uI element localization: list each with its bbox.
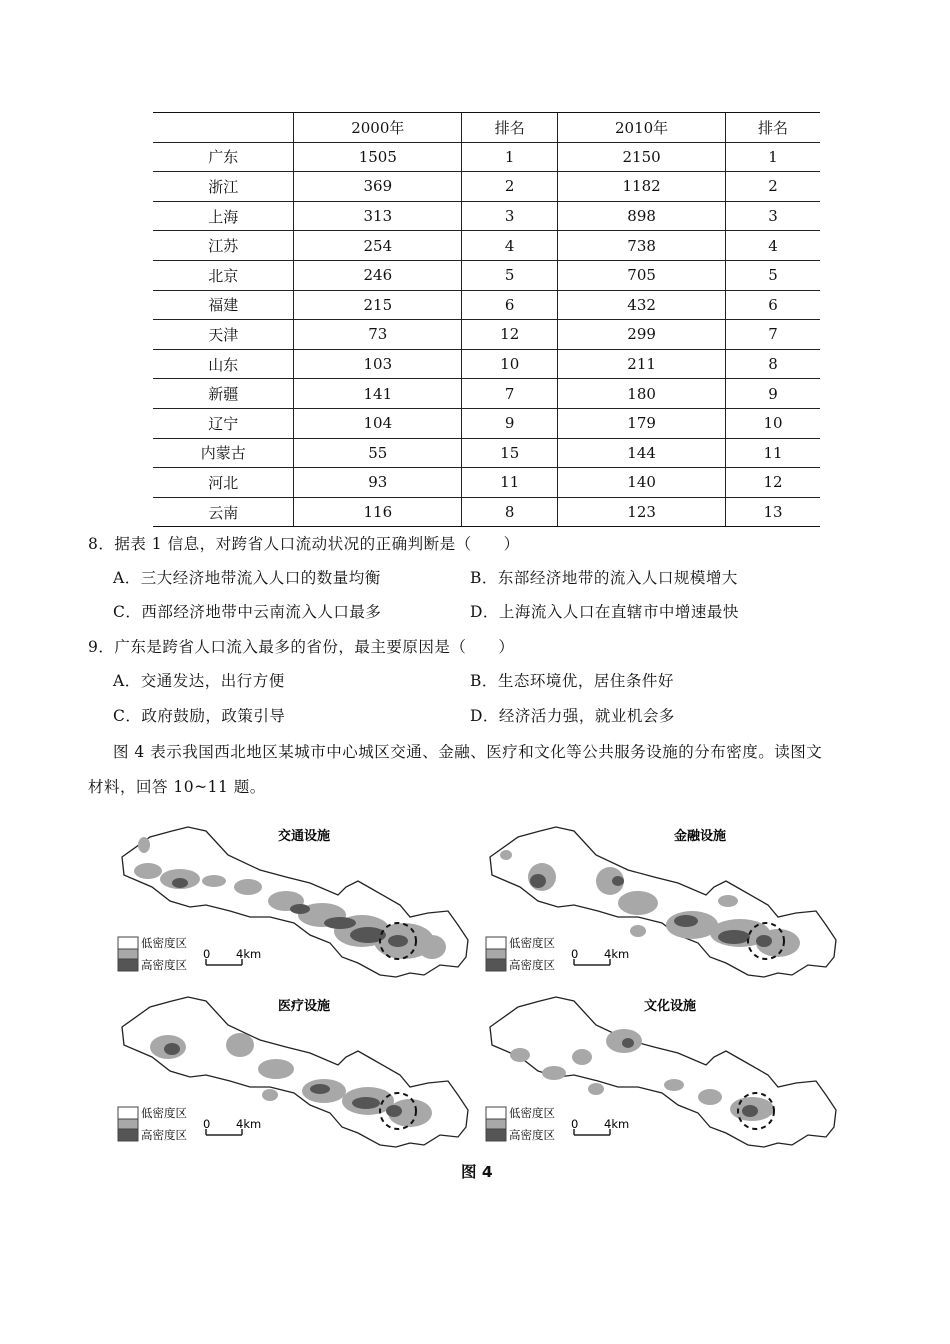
question-8-option-c: C．西部经济地带中云南流入人口最多 — [113, 603, 382, 621]
table-header-cell: 排名 — [725, 113, 820, 143]
table-cell: 141 — [294, 379, 462, 409]
table-cell: 山东 — [153, 349, 294, 379]
scale-length: 4km — [236, 947, 262, 961]
table-header-cell: 2000年 — [294, 113, 462, 143]
legend-low-label: 低密度区 — [141, 936, 187, 950]
table-cell: 8 — [725, 349, 820, 379]
table-cell: 9 — [725, 379, 820, 409]
table-cell: 15 — [462, 438, 558, 468]
table-row — [153, 408, 820, 438]
table-cell: 432 — [558, 290, 726, 320]
table-cell: 7 — [725, 320, 820, 350]
table-cell: 1182 — [558, 172, 726, 202]
map-culture — [486, 997, 836, 1147]
table-row — [153, 497, 820, 527]
table-cell: 江苏 — [153, 231, 294, 261]
table-cell: 5 — [462, 260, 558, 290]
table-cell: 738 — [558, 231, 726, 261]
table-cell: 93 — [294, 468, 462, 498]
legend-low-label: 低密度区 — [509, 936, 555, 950]
scale-zero: 0 — [203, 947, 211, 961]
table-cell: 1 — [725, 142, 820, 172]
table-cell: 4 — [725, 231, 820, 261]
table-cell: 辽宁 — [153, 408, 294, 438]
table-row — [153, 290, 820, 320]
intro-line-1: 图 4 表示我国西北地区某城市中心城区交通、金融、医疗和文化等公共服务设施的分布密度。读图文 — [113, 743, 823, 761]
table-cell: 3 — [725, 201, 820, 231]
table-cell: 2150 — [558, 142, 726, 172]
table-row — [153, 172, 820, 202]
table-cell: 211 — [558, 349, 726, 379]
table-cell: 天津 — [153, 320, 294, 350]
table-header-row — [153, 113, 820, 143]
table-cell: 103 — [294, 349, 462, 379]
table-cell: 215 — [294, 290, 462, 320]
table-header-cell: 2010年 — [558, 113, 726, 143]
table-header-cell: 排名 — [462, 113, 558, 143]
table-cell: 144 — [558, 438, 726, 468]
scale-zero: 0 — [203, 1117, 211, 1131]
legend-high-label: 高密度区 — [141, 958, 187, 972]
map-medical — [118, 997, 468, 1147]
table-cell: 上海 — [153, 201, 294, 231]
table-cell: 12 — [462, 320, 558, 350]
scale-length: 4km — [604, 947, 630, 961]
question-9-option-d: D．经济活力强，就业机会多 — [470, 707, 675, 725]
table-cell: 11 — [462, 468, 558, 498]
table-row — [153, 201, 820, 231]
table-row — [153, 260, 820, 290]
table-cell: 73 — [294, 320, 462, 350]
table-cell: 299 — [558, 320, 726, 350]
scale-length: 4km — [236, 1117, 262, 1131]
table-cell: 10 — [725, 408, 820, 438]
table-cell: 2 — [725, 172, 820, 202]
table-cell: 3 — [462, 201, 558, 231]
table-cell: 898 — [558, 201, 726, 231]
table-cell: 1 — [462, 142, 558, 172]
table-cell: 140 — [558, 468, 726, 498]
table-cell: 云南 — [153, 497, 294, 527]
table-cell: 9 — [462, 408, 558, 438]
table-row — [153, 379, 820, 409]
table-cell: 12 — [725, 468, 820, 498]
table-cell: 55 — [294, 438, 462, 468]
table-cell: 内蒙古 — [153, 438, 294, 468]
table-cell: 123 — [558, 497, 726, 527]
table-cell: 254 — [294, 231, 462, 261]
map-title-culture: 文化设施 — [644, 999, 697, 1014]
table-cell: 浙江 — [153, 172, 294, 202]
table-cell: 6 — [462, 290, 558, 320]
question-8-option-a: A．三大经济地带流入人口的数量均衡 — [113, 569, 381, 587]
table-cell: 705 — [558, 260, 726, 290]
table-cell: 313 — [294, 201, 462, 231]
table-cell: 1505 — [294, 142, 462, 172]
legend-high-label: 高密度区 — [509, 1128, 555, 1142]
table-cell: 11 — [725, 438, 820, 468]
table-header-cell — [153, 113, 294, 143]
legend-low-label: 低密度区 — [509, 1106, 555, 1120]
map-title-medical: 医疗设施 — [278, 999, 331, 1014]
table-cell: 6 — [725, 290, 820, 320]
figure-caption: 图 4 — [461, 1163, 493, 1181]
table-cell: 5 — [725, 260, 820, 290]
table-cell: 116 — [294, 497, 462, 527]
table-cell: 北京 — [153, 260, 294, 290]
table-row — [153, 231, 820, 261]
question-9-option-c: C．政府鼓励，政策引导 — [113, 707, 286, 725]
table-row — [153, 320, 820, 350]
table-cell: 13 — [725, 497, 820, 527]
table-row — [153, 349, 820, 379]
question-9-stem: 9．广东是跨省人口流入最多的省份，最主要原因是（ ） — [88, 638, 515, 656]
scale-zero: 0 — [571, 947, 579, 961]
scale-length: 4km — [604, 1117, 630, 1131]
figure-4-maps — [110, 815, 850, 1155]
map-transport — [118, 827, 468, 977]
map-finance — [486, 827, 836, 977]
table-cell: 7 — [462, 379, 558, 409]
population-table — [153, 112, 820, 527]
table-cell: 180 — [558, 379, 726, 409]
question-8-option-b: B．东部经济地带的流入人口规模增大 — [470, 569, 738, 587]
table-cell: 福建 — [153, 290, 294, 320]
table-cell: 246 — [294, 260, 462, 290]
question-9-option-b: B．生态环境优，居住条件好 — [470, 672, 674, 690]
question-8-stem: 8．据表 1 信息，对跨省人口流动状况的正确判断是（ ） — [88, 535, 520, 553]
legend-high-label: 高密度区 — [509, 958, 555, 972]
question-9-option-a: A．交通发达，出行方便 — [113, 672, 285, 690]
legend-low-label: 低密度区 — [141, 1106, 187, 1120]
table-cell: 4 — [462, 231, 558, 261]
table-cell: 2 — [462, 172, 558, 202]
map-title-finance: 金融设施 — [674, 829, 727, 844]
scale-zero: 0 — [571, 1117, 579, 1131]
table-cell: 10 — [462, 349, 558, 379]
table-row — [153, 438, 820, 468]
intro-line-2: 材料，回答 10~11 题。 — [88, 778, 266, 796]
table-row — [153, 468, 820, 498]
table-cell: 369 — [294, 172, 462, 202]
map-title-transport: 交通设施 — [278, 829, 331, 844]
table-cell: 河北 — [153, 468, 294, 498]
table-cell: 8 — [462, 497, 558, 527]
question-8-option-d: D．上海流入人口在直辖市中增速最快 — [470, 603, 739, 621]
table-cell: 广东 — [153, 142, 294, 172]
table-cell: 新疆 — [153, 379, 294, 409]
table-cell: 179 — [558, 408, 726, 438]
table-row — [153, 142, 820, 172]
legend-high-label: 高密度区 — [141, 1128, 187, 1142]
table-cell: 104 — [294, 408, 462, 438]
